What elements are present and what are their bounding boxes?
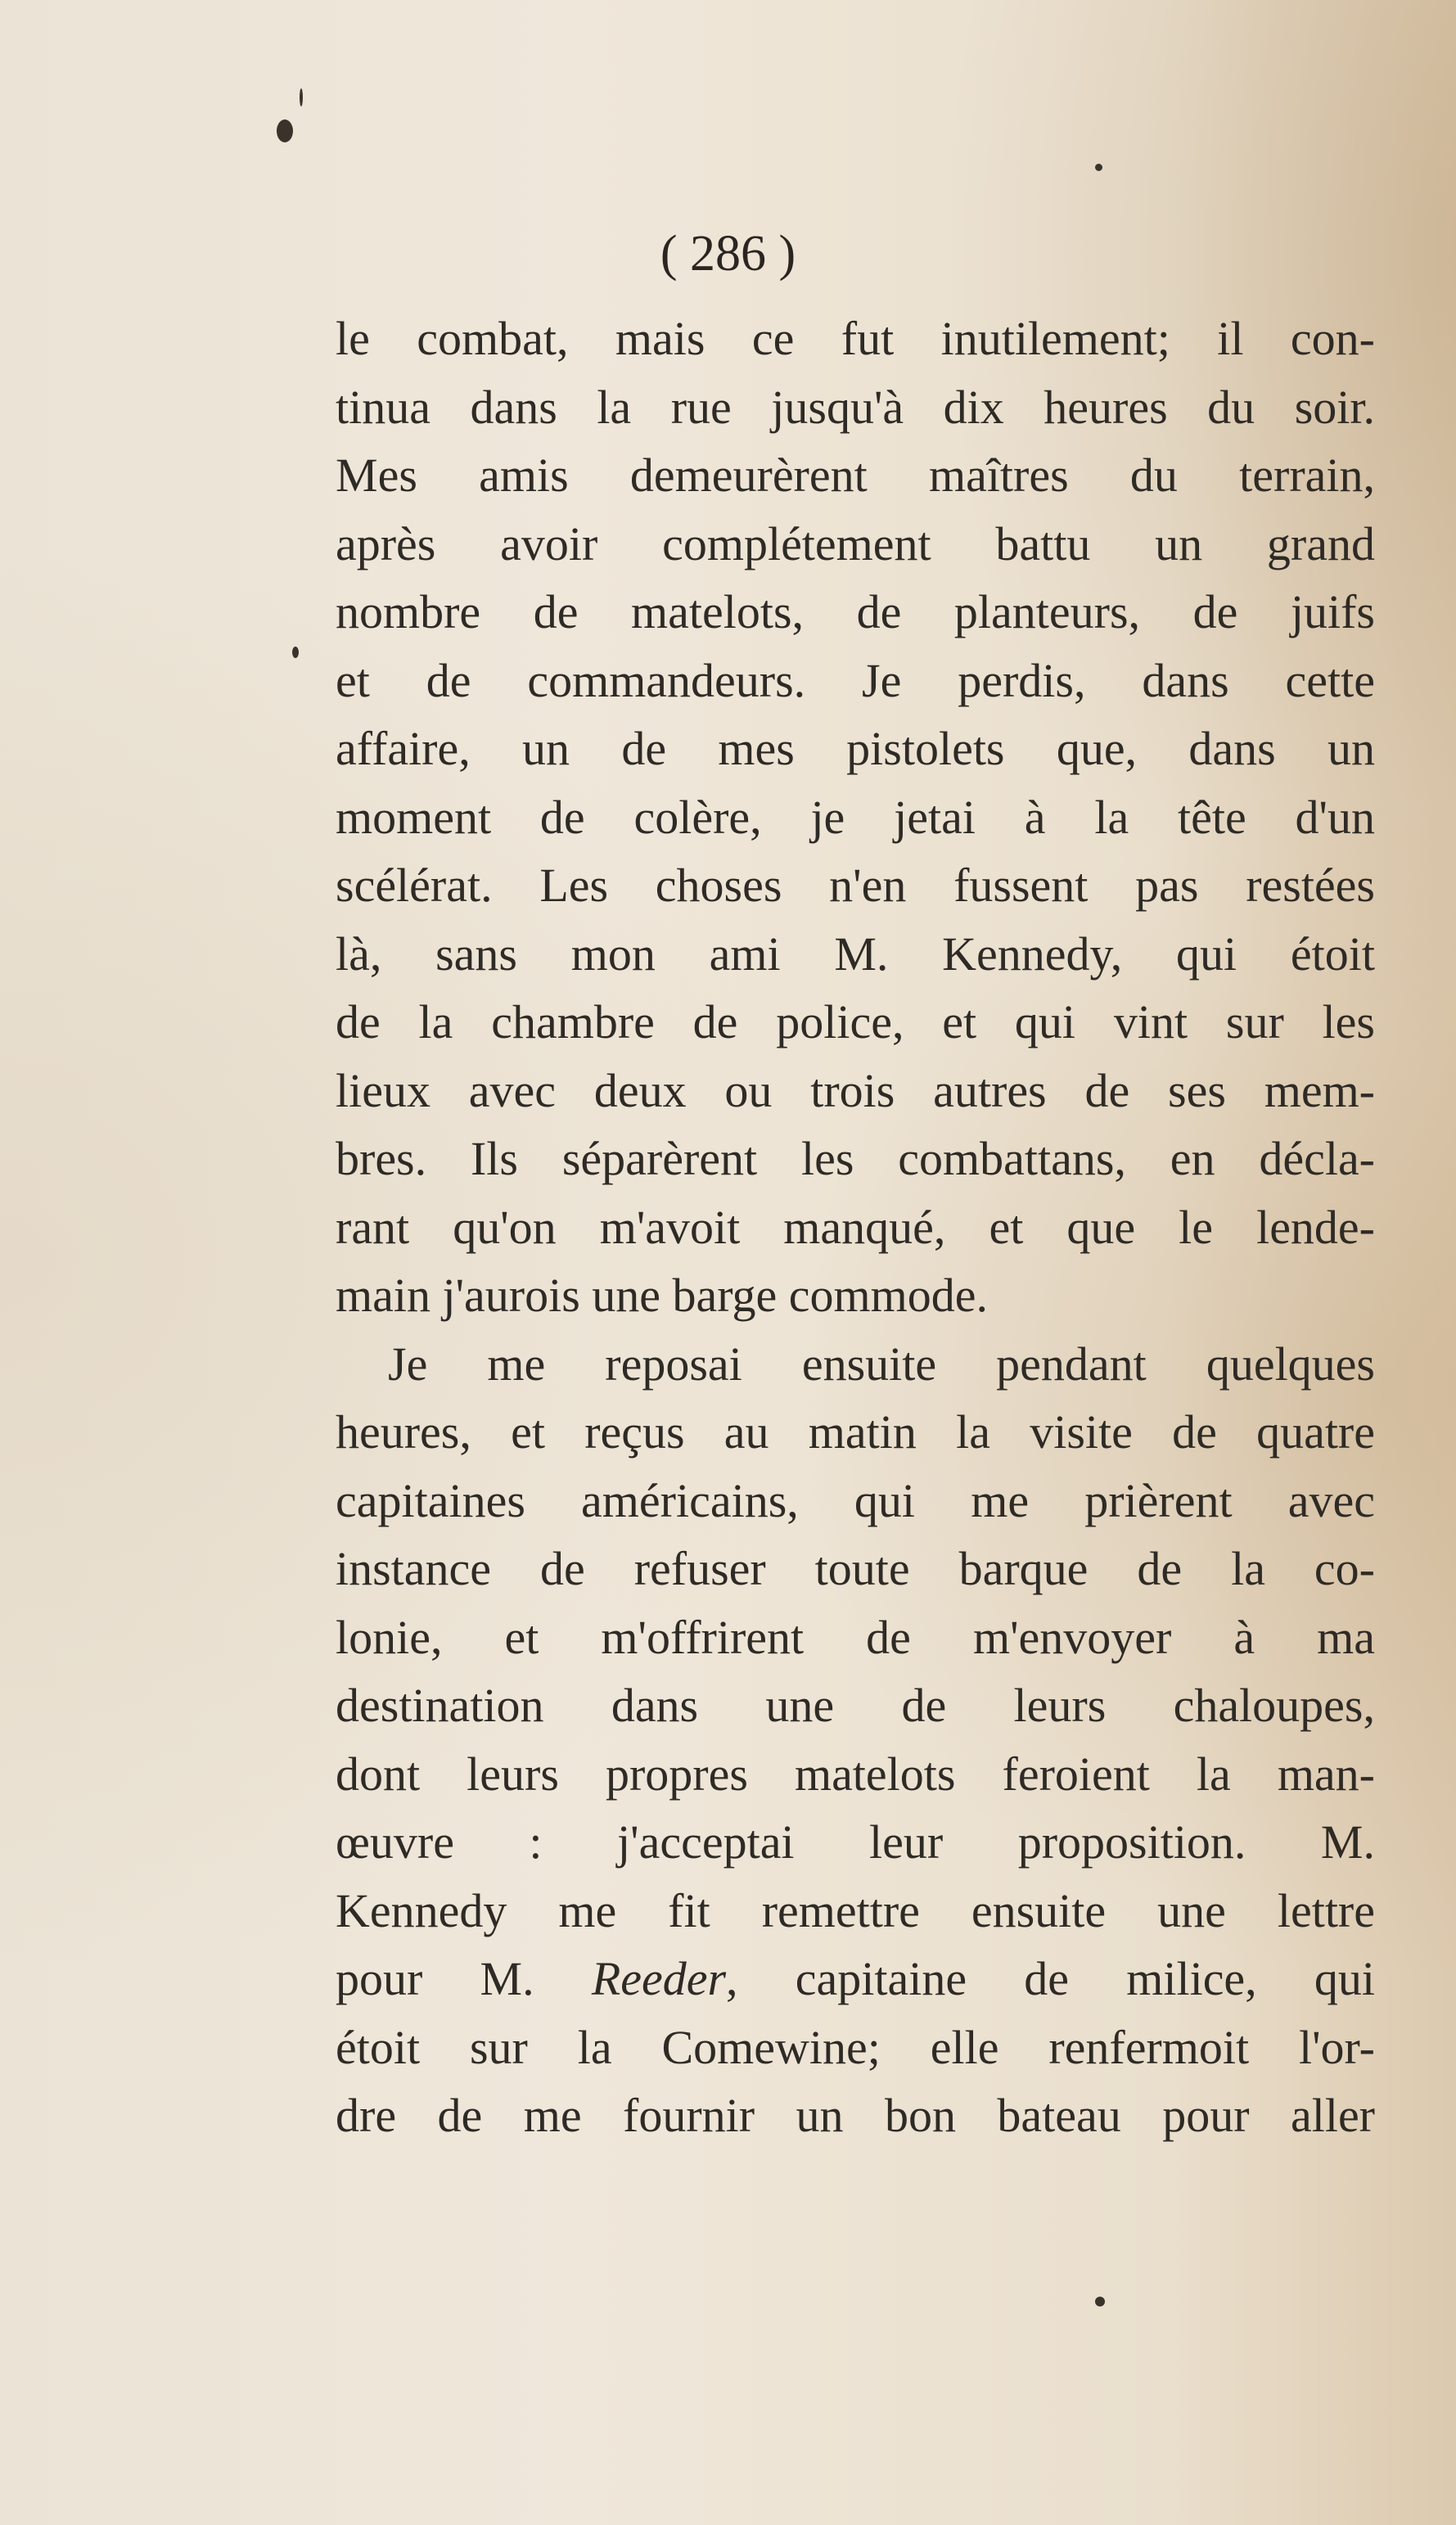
text-line: moment de colère, je jetai à la tête d'un: [336, 790, 1375, 844]
ink-speck: [300, 88, 303, 106]
text-line: Mes amis demeurèrent maîtres du terrain,: [336, 449, 1375, 502]
body-text: [336, 304, 1375, 2150]
text-line: destination dans une de leurs chaloupes,: [336, 1679, 1375, 1732]
text-line: lonie, et m'offrirent de m'envoyer à ma: [336, 1610, 1375, 1664]
ink-speck: [292, 647, 299, 658]
ink-speck: [1095, 2297, 1105, 2306]
page-number: ( 286 ): [660, 226, 796, 282]
text-line: instance de refuser toute barque de la co-: [336, 1542, 1375, 1595]
text-line: étoit sur la Comewine; elle renfermoit l'or-: [336, 2020, 1375, 2074]
text-line: heures, et reçus au matin la visite de quatre: [336, 1405, 1375, 1459]
text-line: rant qu'on m'avoit manqué, et que le lende-: [336, 1200, 1375, 1254]
text-line: dont leurs propres matelots feroient la man-: [336, 1747, 1375, 1801]
text-line: bres. Ils séparèrent les combattans, en décla-: [336, 1132, 1375, 1185]
text-line: scélérat. Les choses n'en fussent pas restées: [336, 859, 1375, 912]
text-line: Kennedy me fit remettre ensuite une lettre: [336, 1883, 1375, 1937]
italic-name: Reeder: [591, 1952, 727, 2005]
text-line: dre de me fournir un bon bateau pour aller: [336, 2089, 1375, 2142]
text-line: après avoir complétement battu un grand: [336, 516, 1375, 570]
text-line: œuvre : j'acceptai leur proposition. M.: [336, 1815, 1375, 1869]
text-line: lieux avec deux ou trois autres de ses mem-: [336, 1063, 1375, 1117]
text-segment: , capitaine de milice, qui: [726, 1952, 1375, 2005]
text-line: nombre de matelots, de planteurs, de juifs: [336, 585, 1375, 638]
text-line: et de commandeurs. Je perdis, dans cette: [336, 653, 1375, 707]
ink-speck: [1095, 164, 1102, 171]
text-line: là, sans mon ami M. Kennedy, qui étoit: [336, 927, 1375, 981]
text-line: de la chambre de police, et qui vint sur les: [336, 995, 1375, 1048]
ink-speck: [277, 119, 293, 142]
text-line: affaire, un de mes pistolets que, dans un: [336, 722, 1375, 775]
text-line: capitaines américains, qui me prièrent avec: [336, 1473, 1375, 1527]
text-segment: pour M.: [336, 1952, 592, 2005]
text-line: Je me reposai ensuite pendant quelques: [388, 1337, 1375, 1391]
text-line: [336, 1945, 1375, 2013]
text-line: main j'aurois une barge commode.: [336, 1269, 988, 1322]
text-line: le combat, mais ce fut inutilement; il con-: [336, 312, 1375, 365]
text-line: tinua dans la rue jusqu'à dix heures du soir.: [336, 380, 1375, 434]
